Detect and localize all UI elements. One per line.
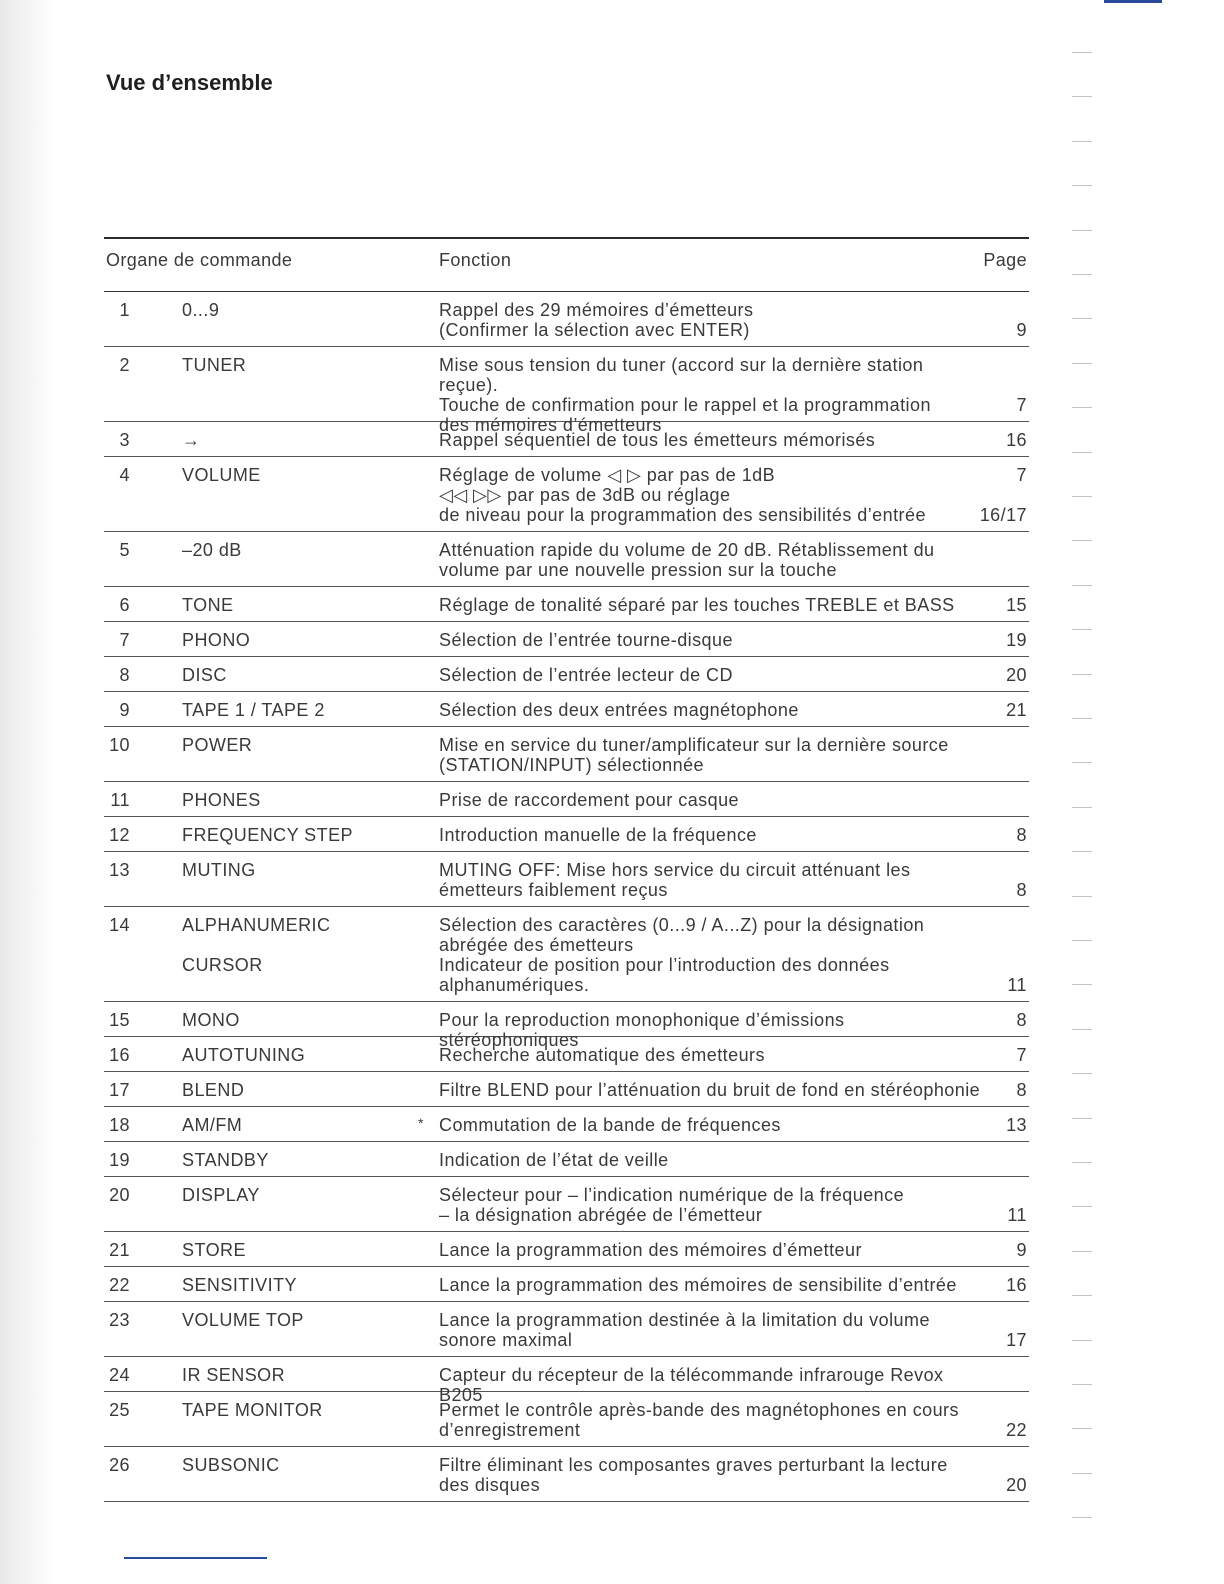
row-function: Lance la programmation destinée à la limitation du volume sonore maximal — [439, 1310, 930, 1350]
row-control: TAPE 1 / TAPE 2 — [182, 700, 325, 720]
row-number: 18 — [109, 1115, 130, 1135]
row-control: TONE — [182, 595, 234, 615]
row-page: 22 — [1006, 1420, 1027, 1440]
row-function: Commutation de la bande de fréquences — [439, 1115, 781, 1135]
margin-tick — [1072, 1340, 1092, 1341]
row-function: Pour la reproduction monophonique d’émissions stéréophoniques — [439, 1010, 845, 1050]
table-header — [104, 239, 1029, 292]
row-control: MONO — [182, 1010, 240, 1030]
row-number: 13 — [109, 860, 130, 880]
margin-tick — [1072, 452, 1092, 453]
row-number: 25 — [109, 1400, 130, 1420]
margin-tick — [1072, 1162, 1092, 1163]
row-page: 9 — [1016, 1240, 1027, 1260]
row-function: Réglage de volume ◁ ▷ par pas de 1dB ◁◁ ▷▷ par pas de 3dB ou réglage de niveau pour la programmation des sensibilités d’entrée — [439, 465, 926, 525]
row-function: Rappel séquentiel de tous les émetteurs mémorisés — [439, 430, 876, 450]
margin-tick — [1072, 1118, 1092, 1119]
table-row — [104, 852, 1029, 907]
margin-tick — [1072, 96, 1092, 97]
row-page: 8 — [1016, 1010, 1027, 1030]
margin-tick — [1072, 52, 1092, 53]
margin-tick — [1072, 1073, 1092, 1074]
table-row — [104, 1072, 1029, 1107]
row-number: 2 — [119, 355, 130, 375]
margin-tick — [1072, 718, 1092, 719]
row-control: IR SENSOR — [182, 1365, 286, 1385]
row-number: 6 — [119, 595, 130, 615]
row-control: DISC — [182, 665, 227, 685]
row-number: 4 — [119, 465, 130, 485]
row-page: 19 — [1006, 630, 1027, 650]
table-row — [104, 347, 1029, 435]
row-control: 0...9 — [182, 300, 220, 320]
row-control: ALPHANUMERIC CURSOR — [182, 915, 331, 975]
margin-tick — [1072, 940, 1092, 941]
header-page: Page — [983, 250, 1027, 270]
row-number: 11 — [110, 790, 130, 810]
row-function: Permet le contrôle après-bande des magnétophones en cours d’enregistrement — [439, 1400, 959, 1440]
row-control: TAPE MONITOR — [182, 1400, 323, 1420]
row-number: 19 — [109, 1150, 130, 1170]
table-row — [104, 292, 1029, 347]
row-control: –20 dB — [182, 540, 242, 560]
row-function: Sélection de l’entrée lecteur de CD — [439, 665, 733, 685]
margin-tick — [1072, 762, 1092, 763]
table-row — [104, 1232, 1029, 1267]
table-row — [104, 422, 1029, 457]
row-page: 21 — [1006, 700, 1027, 720]
top-accent-bar — [1104, 0, 1162, 3]
row-control: MUTING — [182, 860, 256, 880]
margin-tick — [1072, 1251, 1092, 1252]
row-function: Rappel des 29 mémoires d’émetteurs (Confirmer la sélection avec ENTER) — [439, 300, 754, 340]
row-page: 7 — [1016, 395, 1027, 415]
margin-tick — [1072, 230, 1092, 231]
row-function: Indication de l’état de veille — [439, 1150, 669, 1170]
row-function: Filtre BLEND pour l’atténuation du bruit de fond en stéréophonie — [439, 1080, 981, 1100]
margin-tick — [1072, 984, 1092, 985]
row-footnote-mark: * — [418, 1115, 424, 1131]
table-row — [104, 1002, 1029, 1050]
row-page: 11 — [1007, 1205, 1027, 1225]
row-control: SENSITIVITY — [182, 1275, 297, 1295]
row-number: 21 — [109, 1240, 130, 1260]
row-function: Sélection des deux entrées magnétophone — [439, 700, 799, 720]
row-page: 15 — [1006, 595, 1027, 615]
margin-tick — [1072, 807, 1092, 808]
row-number: 14 — [109, 915, 130, 935]
row-page: 16 — [1006, 1275, 1027, 1295]
margin-tick — [1072, 851, 1092, 852]
table-row — [104, 1267, 1029, 1302]
table-row — [104, 1357, 1029, 1405]
row-control: VOLUME — [182, 465, 261, 485]
row-number: 23 — [109, 1310, 130, 1330]
row-number: 1 — [119, 300, 130, 320]
header-control: Organe de commande — [106, 250, 293, 270]
margin-tick — [1072, 896, 1092, 897]
table-row — [104, 782, 1029, 817]
table-row — [104, 622, 1029, 657]
row-number: 20 — [109, 1185, 130, 1205]
row-function: Sélection de l’entrée tourne-disque — [439, 630, 733, 650]
table-row — [104, 1302, 1029, 1357]
margin-tick — [1072, 1384, 1092, 1385]
table-row — [104, 532, 1029, 587]
page-edge-shadow — [0, 0, 52, 1584]
row-page: 17 — [1006, 1330, 1027, 1350]
row-control: STANDBY — [182, 1150, 269, 1170]
row-number: 26 — [109, 1455, 130, 1475]
table-row — [104, 907, 1029, 1002]
table-row — [104, 1177, 1029, 1232]
table-row — [104, 1037, 1029, 1072]
row-page: 16 — [1006, 430, 1027, 450]
table-row — [104, 1392, 1029, 1447]
row-number: 8 — [119, 665, 130, 685]
row-number: 10 — [109, 735, 130, 755]
row-control: AUTOTUNING — [182, 1045, 306, 1065]
table-row — [104, 817, 1029, 852]
row-function: Atténuation rapide du volume de 20 dB. Rétablissement du volume par une nouvelle pression sur la touche — [439, 540, 935, 580]
row-page: 8 — [1016, 1080, 1027, 1100]
margin-tick — [1072, 674, 1092, 675]
row-number: 15 — [109, 1010, 130, 1030]
row-number: 9 — [119, 700, 130, 720]
margin-tick — [1072, 1517, 1092, 1518]
row-function: Réglage de tonalité séparé par les touches TREBLE et BASS — [439, 595, 955, 615]
table-row — [104, 1447, 1029, 1502]
margin-tick — [1072, 318, 1092, 319]
table-row — [104, 457, 1029, 532]
row-number: 24 — [109, 1365, 130, 1385]
row-number: 22 — [109, 1275, 130, 1295]
row-control: TUNER — [182, 355, 247, 375]
margin-tick — [1072, 1029, 1092, 1030]
bottom-accent-bar — [124, 1557, 267, 1559]
row-function: Lance la programmation des mémoires de sensibilite d’entrée — [439, 1275, 957, 1295]
margin-tick — [1072, 1473, 1092, 1474]
margin-tick — [1072, 585, 1092, 586]
row-control: FREQUENCY STEP — [182, 825, 353, 845]
row-function: Filtre éliminant les composantes graves perturbant la lecture des disques — [439, 1455, 948, 1495]
margin-tick — [1072, 274, 1092, 275]
row-control: DISPLAY — [182, 1185, 260, 1205]
margin-tick-marks — [1072, 0, 1094, 1584]
row-function: Recherche automatique des émetteurs — [439, 1045, 765, 1065]
row-page: 7 — [1016, 1045, 1027, 1065]
row-page: 8 — [1016, 880, 1027, 900]
row-control: STORE — [182, 1240, 246, 1260]
page-title: Vue d’ensemble — [106, 70, 273, 95]
row-page: 8 — [1016, 825, 1027, 845]
overview-table — [104, 237, 1029, 1502]
row-number: 5 — [119, 540, 130, 560]
row-function: MUTING OFF: Mise hors service du circuit atténuant les émetteurs faiblement reçus — [439, 860, 911, 900]
row-page: 9 — [1016, 320, 1027, 340]
row-number: 17 — [109, 1080, 130, 1100]
row-page: 20 — [1006, 665, 1027, 685]
row-page: 11 — [1007, 975, 1027, 995]
margin-tick — [1072, 407, 1092, 408]
margin-tick — [1072, 496, 1092, 497]
table-row — [104, 1142, 1029, 1177]
row-function: Mise en service du tuner/amplificateur sur la dernière source (STATION/INPUT) sélectionnée — [439, 735, 949, 775]
row-function: Introduction manuelle de la fréquence — [439, 825, 757, 845]
row-control: POWER — [182, 735, 253, 755]
table-row — [104, 692, 1029, 727]
row-page: 7 16/17 — [979, 465, 1027, 525]
row-page: 13 — [1006, 1115, 1027, 1135]
row-control: AM/FM — [182, 1115, 243, 1135]
row-control: PHONO — [182, 630, 251, 650]
table-row — [104, 727, 1029, 782]
margin-tick — [1072, 629, 1092, 630]
row-number: 7 — [119, 630, 130, 650]
row-control: SUBSONIC — [182, 1455, 280, 1475]
row-function: Lance la programmation des mémoires d’émetteur — [439, 1240, 862, 1260]
margin-tick — [1072, 363, 1092, 364]
row-function: Sélecteur pour – l’indication numérique de la fréquence – la désignation abrégée de l’émetteur — [439, 1185, 905, 1225]
header-function: Fonction — [439, 250, 512, 270]
row-page: 20 — [1006, 1475, 1027, 1495]
table-row — [104, 587, 1029, 622]
row-control: PHONES — [182, 790, 261, 810]
row-number: 12 — [109, 825, 130, 845]
margin-tick — [1072, 1428, 1092, 1429]
row-function: Prise de raccordement pour casque — [439, 790, 740, 810]
row-number: 16 — [109, 1045, 130, 1065]
table-row — [104, 1107, 1029, 1142]
margin-tick — [1072, 540, 1092, 541]
row-number: 3 — [119, 430, 130, 450]
margin-tick — [1072, 1206, 1092, 1207]
margin-tick — [1072, 141, 1092, 142]
table-row — [104, 657, 1029, 692]
row-control: VOLUME TOP — [182, 1310, 304, 1330]
margin-tick — [1072, 1295, 1092, 1296]
row-function: Capteur du récepteur de la télécommande infrarouge Revox B205 — [439, 1365, 944, 1405]
row-control: → — [182, 430, 201, 450]
row-function: Sélection des caractères (0...9 / A...Z) pour la désignation abrégée des émetteurs Indicateur de position pour l’introduction des données alphanumériques. — [439, 915, 925, 995]
row-function: Mise sous tension du tuner (accord sur la dernière station reçue). Touche de confirmation pour le rappel et la programmation des mémoires d’émetteurs — [439, 355, 931, 435]
margin-tick — [1072, 185, 1092, 186]
table-body — [104, 292, 1029, 1502]
row-control: BLEND — [182, 1080, 245, 1100]
